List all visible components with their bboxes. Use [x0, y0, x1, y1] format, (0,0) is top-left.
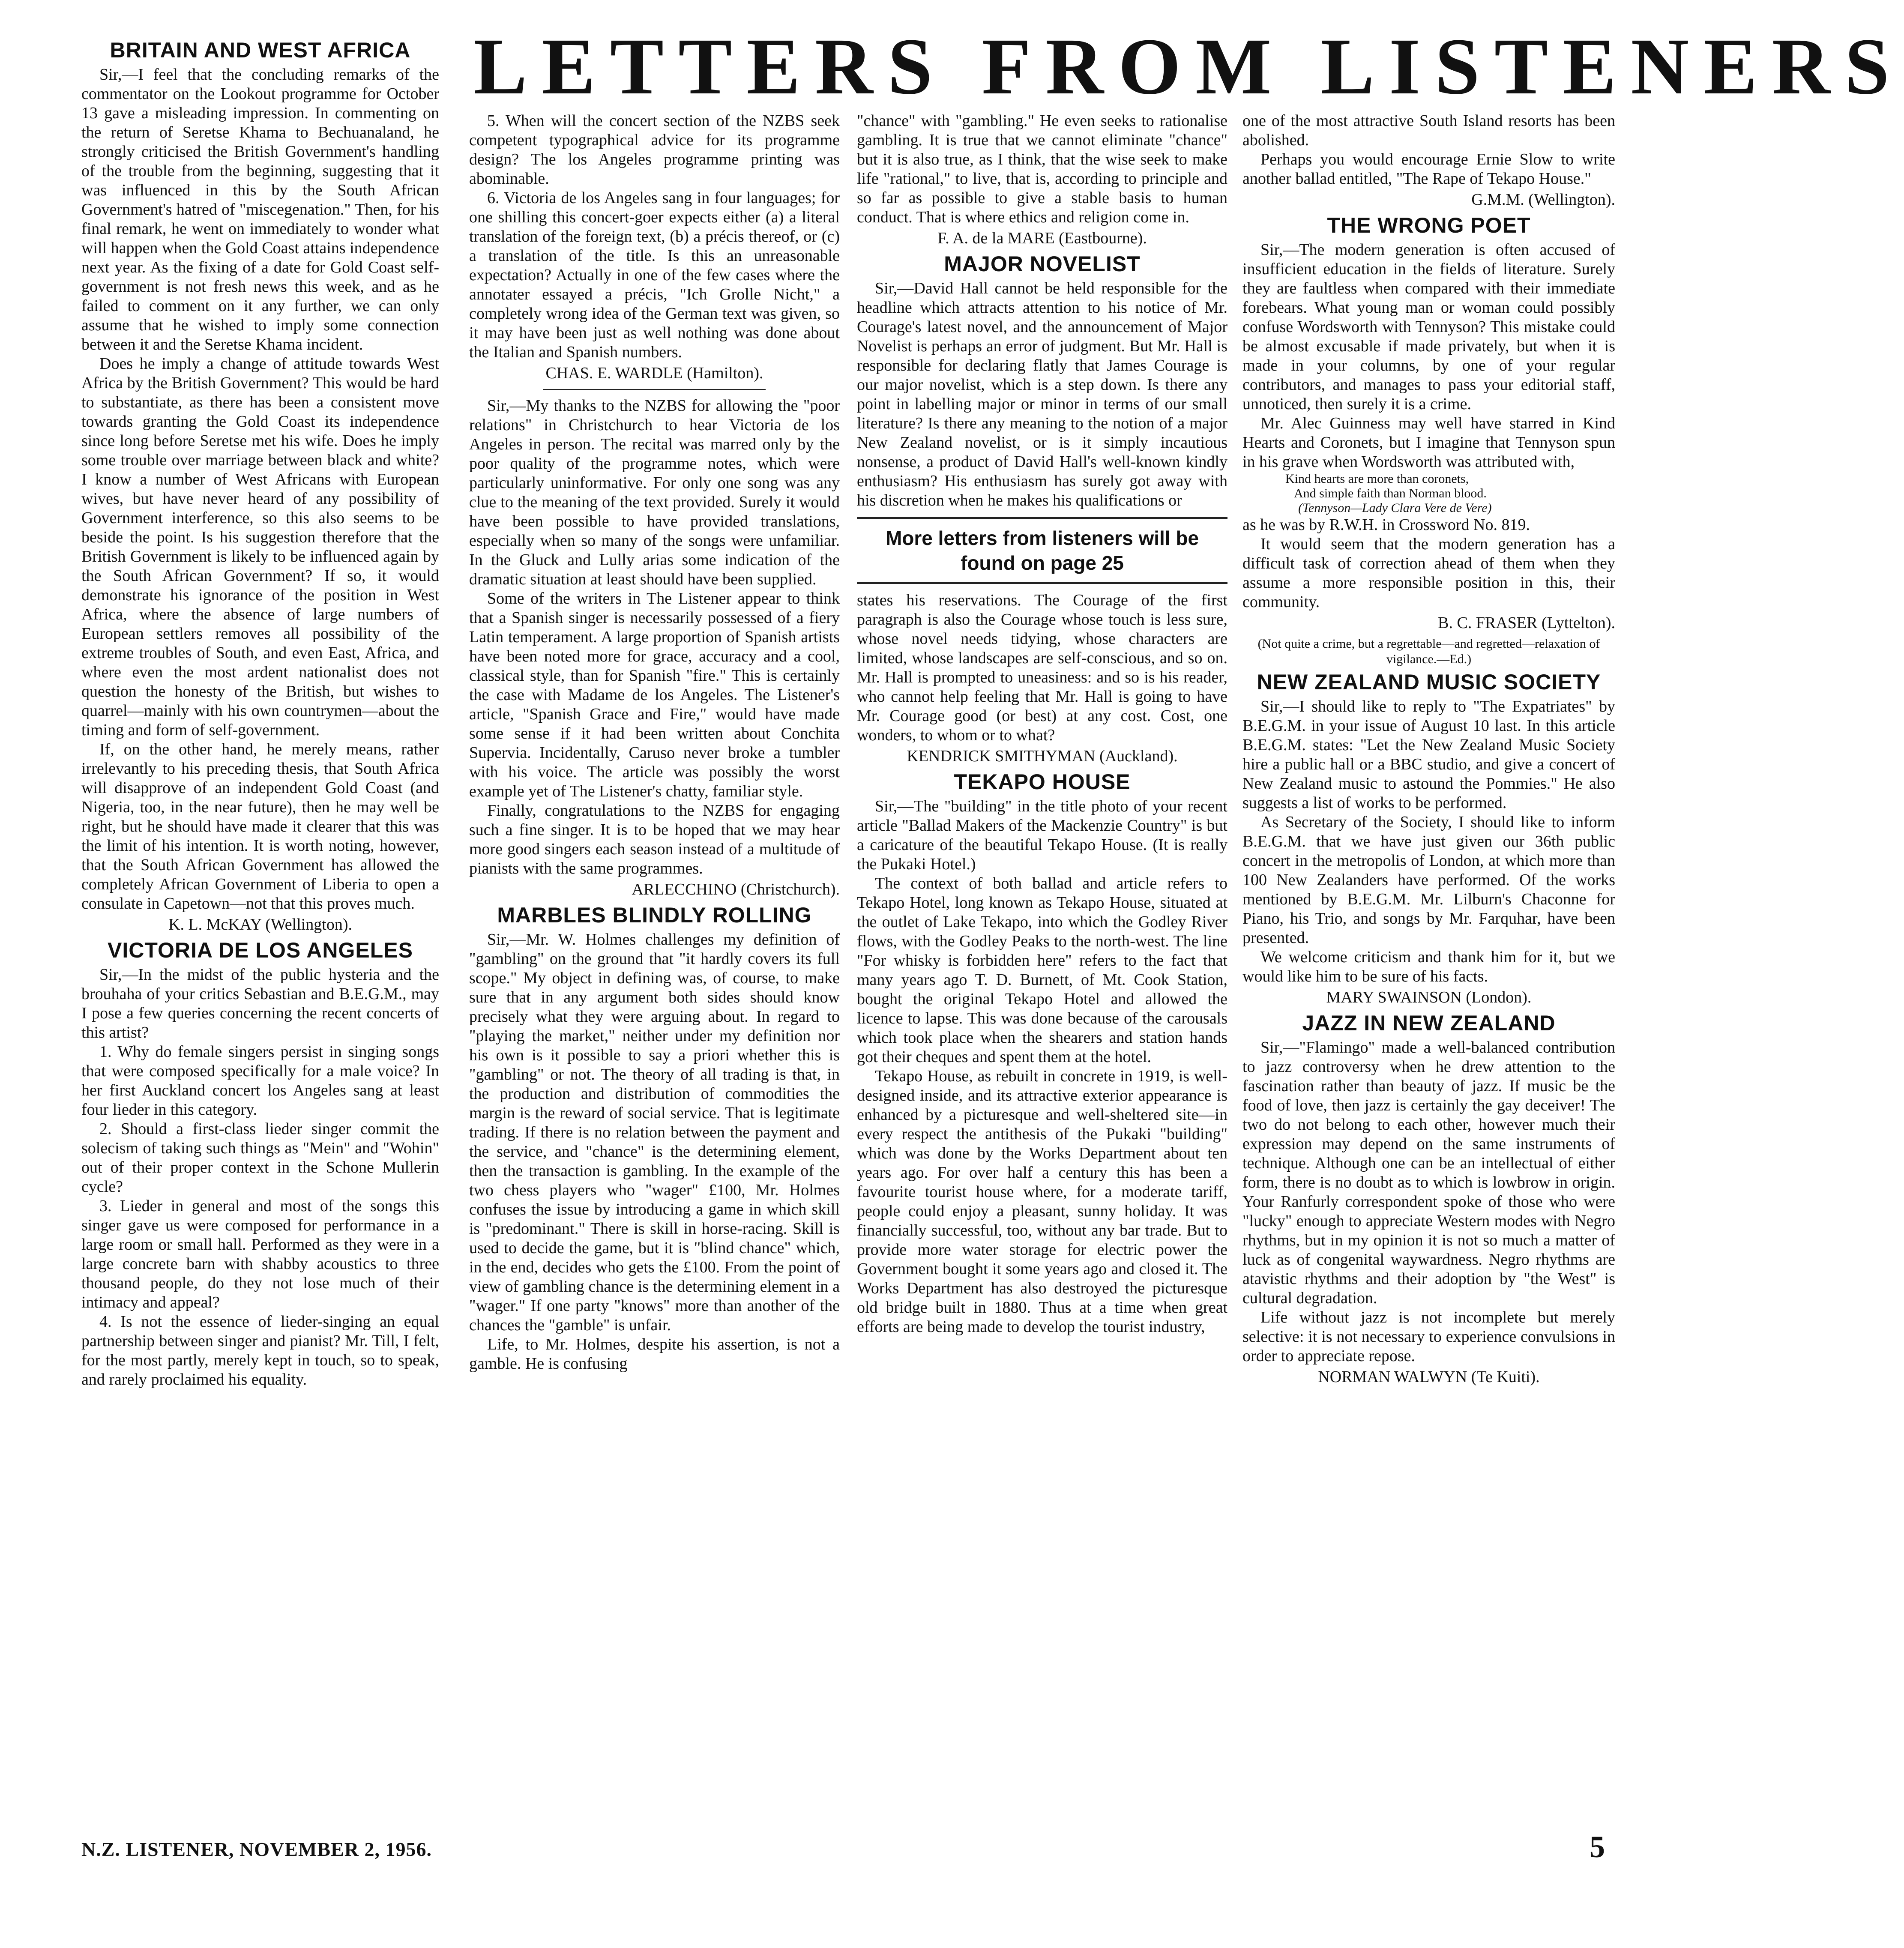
- letter-marbles-continued: [857, 111, 1227, 248]
- letter-paragraph: states his reservations. The Courage of the first paragraph is also the Courage whose touch is less sure, whose novel needs tidying, whose characters are limited, whose landscapes are self-conscious, and so on. Mr. Hall is prompted to uneasiness: and so is his reader, who cannot help feeling that Mr. Hall is going to have Mr. Courage good (or best) at any cost. Cost, one wonders, to whom or to what?: [857, 591, 1227, 744]
- letter-signature: F. A. de la MARE (Eastbourne).: [937, 229, 1147, 247]
- letter-paragraph: Does he imply a change of attitude towards West Africa by the British Government? This would be hard to substantiate, as there has been a consistent move towards granting the Gold Coast its independence since long before Seretse met his wife. Does he imply some trouble over marriage between black and white? I know a number of West Africans with European wives, but have never heard of any possibility of Government interference, so this also seems to be beside the point. Is his suggestion therefore that the British Government is likely to be influenced again by the South African Government? If so, it would demonstrate his ignorance of the position in West Africa, where the absence of large numbers of European settlers removes all possibility of the extreme troubles of South, and even East, Africa, and where even the most ardent nationalist does not question the honesty of the British, but wishes to quarrel—mainly with his own countrymen—about the timing and form of self-government.: [81, 355, 439, 739]
- letter-paragraph: Tekapo House, as rebuilt in concrete in 1919, is well-designed inside, and its attractive exterior appearance is enhanced by a picturesque and well-sheltered site—in every respect the antithesis of the Pukaki "building" which was done by the Works Department about ten years ago. For over half a century this has been a favourite tourist house where, for a moderate tariff, people could enjoy a pleasant, sunny holiday. It was financially successful, too, without any bar trade. But to provide more water storage for electric power the Government bought it some years ago and closed it. The Works Department has also destroyed the picturesque old bridge built in 1880. Thus at a time when great efforts are being made to develop the tourist industry,: [857, 1067, 1227, 1336]
- letter-paragraph: 1. Why do female singers persist in singing songs that were composed specifically for a male voice? In her first Auckland concert los Angeles sang at least four lieder in this category.: [81, 1043, 439, 1119]
- letter-paragraph: Sir,—I feel that the concluding remarks of the commentator on the Lookout programme for October 13 gave a misleading impression. In commenting on the return of Seretse Khama to Bechuanaland, he strongly criticised the British Government's handling of the trouble from the beginning, suggesting that it was influenced in this by the South African Government's hatred of "miscegenation." Then, for his final remark, he went on immediately to wonder what will happen when the Gold Coast attains independence next year. As the fixing of a date for Gold Coast self-government is not fresh news this week, and as he failed to comment on it any further, we can only assume that he wished to imply some connection between it and the Seretse Khama incident.: [81, 66, 439, 353]
- column-4: [1242, 111, 1615, 1842]
- letter-paragraph: 5. When will the concert section of the NZBS seek competent typographical advice for its programme design? The los Angeles programme printing was abominable.: [469, 112, 840, 188]
- letter-paragraph: Sir,—Mr. W. Holmes challenges my definition of "gambling" on the ground that "it hardly covers its full scope." My object in defining was, of course, to make sure that in any argument both sides should know precisely what they were arguing about. In regard to "playing the market," neither under my definition nor his own is it possible to say a priori whether this is "gambling" or not. The theory of all trading is that, in the production and distribution of commodities the margin is the reward of social service. That is legitimate trading. If there is no relation between the payment and the service, and "chance" is the determining element, then the transaction is gambling. In the example of the two chess players who "wager" £100, Mr. Holmes confuses the issue by introducing a game in which skill is "predominant." There is skill in horse-racing. Skill is used to decide the game, but it is "blind chance" which, in the end, decides who gets the £100. From the point of view of gambling chance is the determining element in a "wager." If one party "knows" more than another of the chances the "gamble" is unfair.: [469, 931, 840, 1334]
- letter-signature: NORMAN WALWYN (Te Kuiti).: [1318, 1368, 1540, 1386]
- letter-paragraph: as he was by R.W.H. in Crossword No. 819.: [1242, 516, 1530, 534]
- letter-signature: K. L. McKAY (Wellington).: [168, 916, 352, 934]
- letter-paragraph: Some of the writers in The Listener appear to think that a Spanish singer is necessarily possessed of a fiery Latin temperament. A large proportion of Spanish artists have been noted more for grace, accuracy and a cool, classical style, than for Spanish "fire." This is certainly the case with Madame de los Angeles. The Listener's article, "Spanish Grace and Fire," would have made some sense if it had been written about Conchita Supervia. Incidentally, Caruso never broke a tumbler with his voice. The article was possibly the worst example yet of The Listener's chatty, familiar style.: [469, 589, 840, 800]
- letter-signature: G.M.M. (Wellington).: [1471, 191, 1615, 209]
- letter-jazz-in-new-zealand: [1242, 1011, 1615, 1387]
- letter-britain-west-africa: [81, 38, 439, 934]
- letter-paragraph: The context of both ballad and article refers to Tekapo Hotel, long known as Tekapo House, situated at the outlet of Lake Tekapo, into which the Godley River flows, with the Godley Peaks to the north-west. The line "For whisky is forbidden here" refers to the fact that many years ago T. D. Burnett, of Mt. Cook Station, bought the original Tekapo Hotel and allowed the licence to lapse. This was done because of the carousals which took place when the shearers and station hands got their cheques and spent them at the hotel.: [857, 874, 1227, 1066]
- letter-heading: VICTORIA DE LOS ANGELES: [108, 938, 413, 962]
- masthead-title: LETTERS FROM LISTENERS: [473, 21, 1904, 111]
- letter-paragraph: Sir,—My thanks to the NZBS for allowing the "poor relations" in Christchurch to hear Victoria de los Angeles in person. The recital was marred only by the poor quality of the programme notes, which were particularly uninformative. For only one song was any clue to the meaning of the text provided. Surely it would have been possible to have provided translations, especially when so many of the songs were unfamiliar. In the Gluck and Lully arias some indication of the dramatic situation at least should have been supplied.: [469, 397, 840, 588]
- letter-heading: JAZZ IN NEW ZEALAND: [1302, 1011, 1556, 1035]
- letter-paragraph: Sir,—I should like to reply to "The Expatriates" by B.E.G.M. in your issue of August 10 last. In this article B.E.G.M. states: "Let the New Zealand Music Society hire a public hall or a BBC studio, and give a concert of New Zealand music to astound the Pommies." He also suggests a list of works to be performed.: [1242, 697, 1615, 812]
- letter-paragraph: Finally, congratulations to the NZBS for engaging such a fine singer. It is to be hoped that we may hear more good singers each season instead of a multitude of pianists with the same programmes.: [469, 802, 840, 877]
- editor-note: (Not quite a crime, but a regrettable—and regretted—relaxation of vigilance.—Ed.): [1257, 637, 1600, 666]
- letter-signature: B. C. FRASER (Lyttelton).: [1438, 614, 1615, 632]
- letter-victoria-de-los-angeles: [81, 938, 439, 1389]
- poem-attribution: (Tennyson—Lady Clara Vere de Vere): [1298, 501, 1492, 515]
- issue-footer: N.Z. LISTENER, NOVEMBER 2, 1956.: [81, 1838, 432, 1860]
- letter-paragraph: 4. Is not the essence of lieder-singing an equal partnership between singer and pianist? Mr. Till, I felt, for the most partly, merely kept in touch, so to speak, and rarely proclaimed his equality.: [81, 1313, 439, 1388]
- letter-heading: MARBLES BLINDLY ROLLING: [497, 903, 812, 927]
- letter-paragraph: Sir,—The "building" in the title photo of your recent article "Ballad Makers of the Mackenzie Country" is but a caricature of the beautiful Tekapo House. (It is really the Pukaki Hotel.): [857, 797, 1227, 873]
- letter-major-novelist: [857, 251, 1227, 766]
- poem-line: Kind hearts are more than coronets,: [1285, 472, 1469, 486]
- letter-signature: MARY SWAINSON (London).: [1326, 988, 1532, 1006]
- page-number: 5: [1590, 1830, 1605, 1864]
- letter-paragraph: Sir,—David Hall cannot be held responsible for the headline which attracts attention to his notice of Mr. Courage's latest novel, and the announcement of Major Novelist is perhaps an error of judgment. But Mr. Hall is responsible for declaring flatly that James Courage is our major novelist, which is a step down. Is there any point in labelling major or minor in terms of our small literature? Is there any meaning to the notion of a major New Zealand novelist, or is it simply incautious nonsense, a product of David Hall's well-known kindly enthusiasm? His enthusiasm has surely got away with his discretion when he makes his qualifications or: [857, 279, 1227, 509]
- letter-tekapo-continued: [1242, 111, 1615, 209]
- letter-paragraph: As Secretary of the Society, I should like to inform B.E.G.M. that we have just given our 36th public concert in the metropolis of London, at which more than 100 New Zealanders have performed. Of the works mentioned by B.E.G.M. Mr. Lilburn's Chaconne for Piano, his Trio, and songs by Mr. Farquhar, have been presented.: [1242, 813, 1615, 947]
- letter-paragraph: If, on the other hand, he merely means, rather irrelevantly to his preceding thesis, that South Africa will disapprove of an independent Gold Coast (and Nigeria, too, in the near future), then he may well be right, but he should have made it clearer that this was the limit of his intention. It is worth noting, however, that the South African Government has allowed the completely African Government of Liberia to open a consulate in Capetown—not that this proves much.: [81, 740, 439, 913]
- column-3: [857, 111, 1227, 1842]
- letter-heading: TEKAPO HOUSE: [954, 770, 1131, 794]
- letter-victoria-continued: [469, 111, 840, 383]
- letter-paragraph: 6. Victoria de los Angeles sang in four languages; for one shilling this concert-goer expects either (a) a literal translation of the foreign text, (b) a précis thereof, or (c) a translation of the title. Is this an unreasonable expectation? Actually in one of the few cases where the annotater essayed a précis, "Ich Grolle Nicht," a completely wrong idea of the German text was given, so it may have been just as well nothing was done about the Italian and Spanish numbers.: [469, 189, 840, 361]
- letter-paragraph: 3. Lieder in general and most of the songs this singer gave us were composed for performance in a large room or small hall. Performed as they were in a large concrete barn with shabby acoustics to three thousand people, do they not lose much of their intimacy and appeal?: [81, 1197, 439, 1311]
- letter-paragraph: It would seem that the modern generation has a difficult task of correction ahead of them when they assume a more responsible position in this, their community.: [1242, 535, 1615, 611]
- letter-paragraph: Sir,—In the midst of the public hysteria and the brouhaha of your critics Sebastian and B.E.G.M., may I pose a few queries concerning the recent concerts of this artist?: [81, 966, 439, 1041]
- letter-paragraph: "chance" with "gambling." He even seeks to rationalise gambling. It is true that we cannot eliminate "chance" but it is also true, as I think, that the wise seek to make life "rational," to live, that is, according to principle and so far as possible to give a stable basis to human conduct. That is where ethics and religion come in.: [857, 112, 1227, 226]
- letter-heading: BRITAIN AND WEST AFRICA: [110, 38, 411, 62]
- letter-divider: [543, 389, 766, 390]
- more-letters-notice: More letters from listeners will be found on page 25: [857, 517, 1227, 584]
- letter-paragraph: Mr. Alec Guinness may well have starred in Kind Hearts and Coronets, but I imagine that Tennyson spun in his grave when Wordsworth was attributed with,: [1242, 414, 1615, 471]
- letter-paragraph: Sir,—"Flamingo" made a well-balanced contribution to jazz controversy when he drew attention to the fascination rather than beauty of jazz. If music be the food of love, then jazz is certainly the gay deceiver! The two do not belong to each other, however much their expression may depend on the same instruments of technique. Although one can be an intellectual of either form, there is no doubt as to which is lowbrow in origin. Your Ranfurly correspondent spoke of those who were "lucky" enough to appreciate Western modes with Negro rhythms, but in my opinion it is not so much a matter of luck as of congenital waywardness. Negro rhythms are atavistic rhythms and their adoption by "the West" is cultural degradation.: [1242, 1038, 1615, 1307]
- letter-marbles-blindly-rolling: [469, 903, 840, 1373]
- letter-tekapo-house: [857, 769, 1227, 1337]
- letter-signature: CHAS. E. WARDLE (Hamilton).: [545, 364, 763, 382]
- letter-heading: NEW ZEALAND MUSIC SOCIETY: [1257, 670, 1601, 694]
- letter-nzbs-thanks: [469, 396, 840, 899]
- letter-paragraph: 2. Should a first-class lieder singer commit the solecism of taking such things as "Mein" and "Wohin" out of their proper context in the Schone Mullerin cycle?: [81, 1120, 439, 1196]
- letter-heading: MAJOR NOVELIST: [944, 252, 1141, 276]
- letter-heading: THE WRONG POET: [1327, 213, 1531, 237]
- letter-signature: KENDRICK SMITHYMAN (Auckland).: [907, 747, 1178, 765]
- letter-paragraph: Life, to Mr. Holmes, despite his assertion, is not a gamble. He is confusing: [469, 1335, 840, 1373]
- letter-signature: ARLECCHINO (Christchurch).: [632, 880, 840, 898]
- letter-paragraph: Perhaps you would encourage Ernie Slow to write another ballad entitled, "The Rape of Tekapo House.": [1242, 150, 1615, 188]
- poem-line: And simple faith than Norman blood.: [1294, 486, 1487, 500]
- letter-nz-music-society: [1242, 670, 1615, 1007]
- letter-paragraph: one of the most attractive South Island resorts has been abolished.: [1242, 112, 1615, 149]
- letter-paragraph: We welcome criticism and thank him for it, but we would like him to be sure of his facts.: [1242, 948, 1615, 985]
- column-2: [469, 111, 840, 1842]
- letter-the-wrong-poet: [1242, 213, 1615, 667]
- column-1: [81, 35, 439, 1822]
- letter-paragraph: Sir,—The modern generation is often accused of insufficient education in the fields of literature. Surely they are faultless when compared with their immediate forebears. What young man or woman could possibly confuse Wordsworth with Tennyson? This mistake could be almost excusable if made privately, but when it is made in your columns, by one of your regular contributors, and manages to pass your editorial staff, unnoticed, then surely it is a crime.: [1242, 241, 1615, 413]
- letter-paragraph: Life without jazz is not incomplete but merely selective: it is not necessary to experience convulsions in order to appreciate repose.: [1242, 1308, 1615, 1365]
